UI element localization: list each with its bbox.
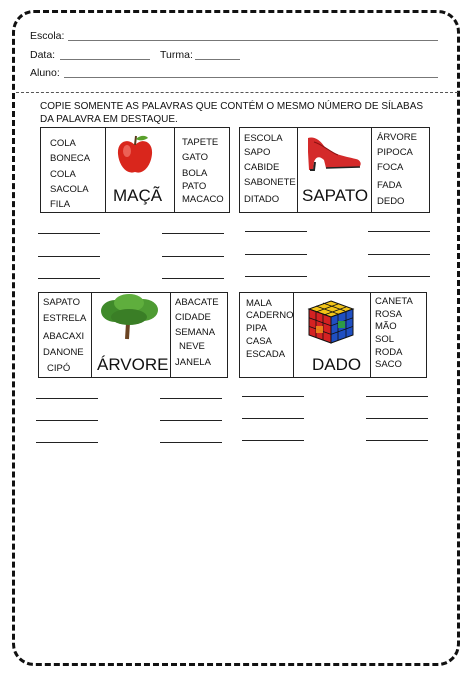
- answer-line[interactable]: [162, 278, 224, 279]
- word-left: SABONETE: [244, 177, 296, 188]
- word-left: PIPA: [246, 323, 267, 334]
- word-right: ROSA: [375, 309, 402, 320]
- word-right: MACACO: [182, 194, 224, 205]
- word-left: COLA: [50, 138, 76, 149]
- answer-line[interactable]: [366, 418, 428, 419]
- word-right: TAPETE: [182, 137, 219, 148]
- word-left: ESCOLA: [244, 133, 283, 144]
- card-arvore: [38, 292, 228, 378]
- word-right: BOLA: [182, 168, 208, 179]
- word-left: COLA: [50, 169, 76, 180]
- word-right: RODA: [375, 347, 403, 358]
- word-right: PATO: [182, 181, 207, 192]
- answer-line[interactable]: [242, 440, 304, 441]
- word-right: DEDO: [377, 196, 405, 207]
- answer-line[interactable]: [162, 233, 224, 234]
- card-divider: [297, 128, 298, 212]
- answer-line[interactable]: [160, 398, 222, 399]
- answer-line[interactable]: [36, 420, 98, 421]
- word-left: ESTRELA: [43, 313, 87, 324]
- card-title: ÁRVORE: [97, 355, 169, 374]
- rubiks-cube-icon: [306, 299, 356, 345]
- word-right: CIDADE: [175, 312, 211, 323]
- card-divider: [371, 128, 372, 212]
- word-right: SEMANA: [175, 327, 216, 338]
- answer-line[interactable]: [162, 256, 224, 257]
- answer-line[interactable]: [368, 276, 430, 277]
- date-field[interactable]: [60, 59, 150, 60]
- word-left: BONECA: [50, 153, 91, 164]
- word-right: PIPOCA: [377, 147, 413, 158]
- answer-line[interactable]: [366, 396, 428, 397]
- answer-line[interactable]: [160, 420, 222, 421]
- card-title: MAÇÃ: [113, 186, 163, 205]
- word-left: CABIDE: [244, 162, 280, 173]
- answer-line[interactable]: [245, 254, 307, 255]
- card-divider: [370, 293, 371, 377]
- word-left: DITADO: [244, 194, 280, 205]
- word-left: SACOLA: [50, 184, 89, 195]
- word-left: CIPÓ: [47, 363, 71, 374]
- tree-icon: [95, 293, 165, 341]
- word-right: CANETA: [375, 296, 413, 307]
- card-divider: [91, 293, 92, 377]
- answer-line[interactable]: [368, 254, 430, 255]
- card-divider: [174, 128, 175, 212]
- school-label: Escola:: [30, 30, 65, 42]
- answer-line[interactable]: [242, 396, 304, 397]
- word-right: JANELA: [175, 357, 211, 368]
- word-right: FADA: [377, 180, 402, 191]
- answer-line[interactable]: [36, 442, 98, 443]
- instruction-text: COPIE SOMENTE AS PALAVRAS QUE CONTÉM O MESMO NÚMERO DE SÍLABAS DA PALAVRA EM DESTAQUE.: [40, 101, 424, 125]
- word-right: GATO: [182, 152, 209, 163]
- word-right: FOCA: [377, 162, 404, 173]
- card-dado: [239, 292, 427, 378]
- header-separator: [16, 92, 458, 93]
- word-left: ABACAXI: [43, 331, 85, 342]
- word-left: FILA: [50, 199, 71, 210]
- card-divider: [105, 128, 106, 212]
- answer-line[interactable]: [368, 231, 430, 232]
- answer-line[interactable]: [242, 418, 304, 419]
- word-right: ÁRVORE: [377, 132, 417, 143]
- class-label: Turma:: [160, 49, 193, 61]
- word-left: CASA: [246, 336, 272, 347]
- card-divider: [170, 293, 171, 377]
- word-left: SAPO: [244, 147, 271, 158]
- apple-icon: [115, 133, 155, 177]
- word-left: MALA: [246, 298, 272, 309]
- card-title: DADO: [312, 355, 362, 374]
- answer-line[interactable]: [38, 278, 100, 279]
- answer-line[interactable]: [245, 276, 307, 277]
- answer-line[interactable]: [36, 398, 98, 399]
- answer-line[interactable]: [366, 440, 428, 441]
- word-right: SOL: [375, 334, 395, 345]
- student-field[interactable]: [64, 77, 438, 78]
- word-right: SACO: [375, 359, 402, 370]
- school-field[interactable]: [68, 40, 438, 41]
- card-divider: [293, 293, 294, 377]
- class-field[interactable]: [195, 59, 240, 60]
- student-label: Aluno:: [30, 67, 60, 79]
- word-left: CADERNO: [246, 310, 294, 321]
- word-left: SAPATO: [43, 297, 80, 308]
- date-label: Data:: [30, 49, 56, 61]
- word-right: MÃO: [375, 321, 397, 332]
- card-sapato: [239, 127, 430, 213]
- word-left: DANONE: [43, 347, 84, 358]
- word-right: ABACATE: [175, 297, 219, 308]
- card-maca: [40, 127, 230, 213]
- shoe-icon: [304, 132, 364, 172]
- word-left: ESCADA: [246, 349, 286, 360]
- answer-line[interactable]: [160, 442, 222, 443]
- answer-line[interactable]: [38, 233, 100, 234]
- word-right: NEVE: [179, 341, 205, 352]
- card-title: SAPATO: [302, 186, 369, 205]
- answer-line[interactable]: [38, 256, 100, 257]
- answer-line[interactable]: [245, 231, 307, 232]
